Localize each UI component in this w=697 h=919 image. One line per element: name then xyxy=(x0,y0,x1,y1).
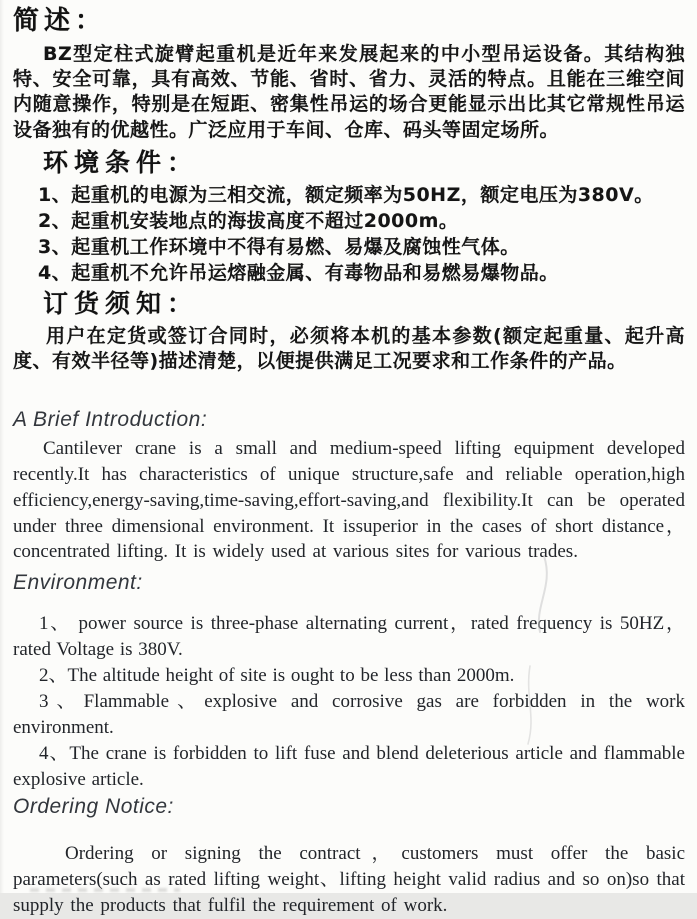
cn-environment-heading: 环境条件： xyxy=(43,147,199,177)
en-brief-heading: A Brief Introduction: xyxy=(13,408,208,432)
cn-environment-item-2: 2、起重机安装地点的海拔高度不超过2000m。 xyxy=(38,209,459,232)
section-cn-ordering xyxy=(13,290,685,374)
en-environment-item-2: 2、The altitude height of site is ought to be less than 2000m. xyxy=(39,665,515,687)
en-ordering-heading: Ordering Notice: xyxy=(13,795,174,819)
cn-environment-item-3: 3、起重机工作环境中不得有易燃、易爆及腐蚀性气体。 xyxy=(38,235,520,258)
section-cn-brief xyxy=(13,6,685,143)
cn-ordering-paragraph: 用户在定货或签订合同时，必须将本机的基本参数(额定起重量、起升高度、有效半径等)描述清楚，以便提供满足工况要求和工作条件的产品。 xyxy=(13,324,685,373)
en-brief-paragraph: Cantilever crane is a small and medium-speed lifting equipment developed recently.It has characteristics of unique structure,safe and reliable operation,high efficiency,energy-saving,time-saving,effort-saving,and flexibility.It can be operated under three dimensional environment. It issuperior in the cases of short distance，concentrated lifting. It is widely used at various sites for various trades. xyxy=(13,438,685,563)
scan-edge-shading xyxy=(0,0,4,893)
en-environment-item-1: 1、 power source is three-phase alternating current，rated frequency is 50HZ，rated Voltage is 380V. xyxy=(13,613,685,661)
cn-brief-paragraph: BZ型定柱式旋臂起重机是近年来发展起来的中小型吊运设备。其结构独特、安全可靠，具有高效、节能、省时、省力、灵活的特点。且能在三维空间内随意操作，特别是在短距、密集性吊运的场合更能显示出比其它常规性吊运设备独有的优越性。广泛应用于车间、仓库、码头等固定场所。 xyxy=(13,43,685,141)
en-environment-item-3: 3、Flammable、explosive and corrosive gas are forbidden in the work environment. xyxy=(13,691,685,739)
en-ordering-paragraph: Ordering or signing the contract，customers must offer the basic parameters(such as rated lifting weight、lifting height valid radius and so on)so that supply the products that fulfil the requirement of work. xyxy=(13,843,685,917)
en-environment-heading: Environment: xyxy=(13,571,143,595)
section-en-environment xyxy=(13,571,685,793)
cn-environment-item-4: 4、起重机不允许吊运熔融金属、有毒物品和易燃易爆物品。 xyxy=(38,261,559,284)
cn-environment-item-1: 1、起重机的电源为三相交流，额定频率为50HZ，额定电压为380V。 xyxy=(38,183,654,206)
cn-brief-heading: 简述： xyxy=(13,6,107,36)
section-cn-environment xyxy=(13,149,685,286)
cn-ordering-heading: 订货须知： xyxy=(43,288,199,318)
section-en-ordering xyxy=(13,795,685,919)
en-environment-item-4: 4、The crane is forbidden to lift fuse and blend deleterious article and flammable explosive article. xyxy=(13,743,685,791)
section-en-brief xyxy=(13,408,685,565)
